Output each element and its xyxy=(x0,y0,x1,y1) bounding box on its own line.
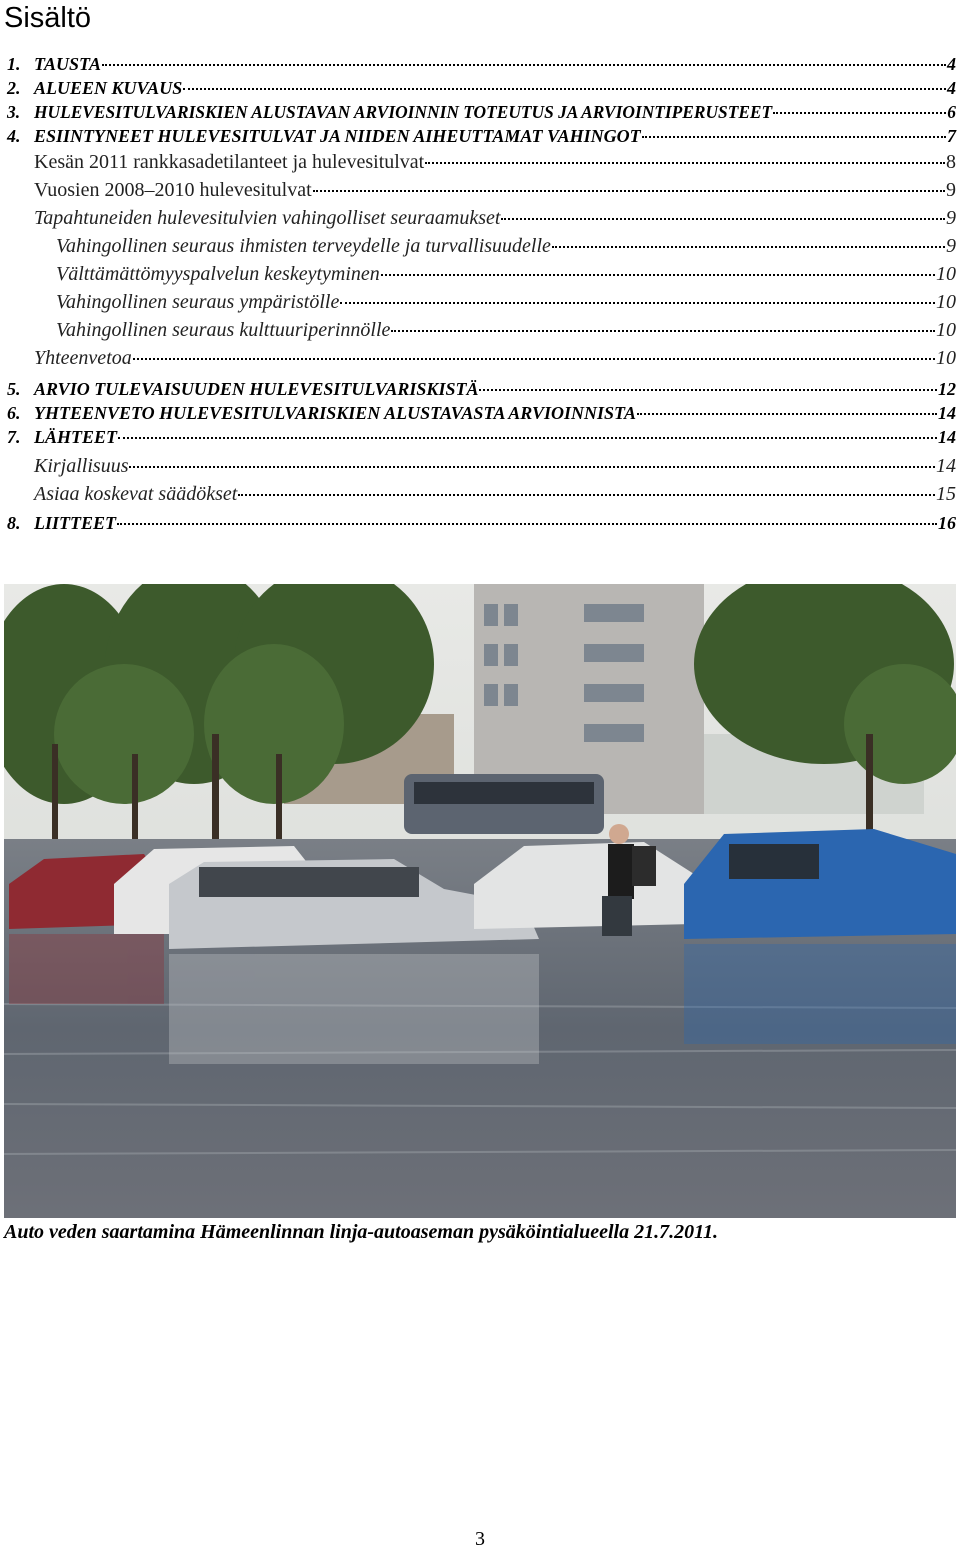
toc-leader-dots xyxy=(479,389,937,391)
toc-leader-dots xyxy=(238,494,935,496)
toc-entry-page: 10 xyxy=(936,319,956,341)
toc-entry-label: Tapahtuneiden hulevesitulvien vahingolliset seuraamukset xyxy=(34,207,501,229)
toc-entry-page: 6 xyxy=(947,102,956,122)
blue-hatchback xyxy=(684,829,956,939)
toc-entry-number: 7. xyxy=(7,427,21,447)
toc-entry-label: LIITTEET xyxy=(34,513,117,533)
toc-entry-page: 4 xyxy=(947,54,956,74)
toc-entry-yhteenvetoa[interactable] xyxy=(34,347,956,375)
toc-entry-number: 6. xyxy=(7,403,21,423)
toc-leader-dots xyxy=(773,112,946,114)
toc-entry-page: 8 xyxy=(946,151,956,173)
toc-entry-saadokset[interactable] xyxy=(34,483,956,511)
toc-entry-label: Yhteenvetoa xyxy=(34,347,132,369)
toc-entry-tausta[interactable] xyxy=(7,54,956,78)
toc-entry-number: 4. xyxy=(7,126,21,146)
toc-entry-kesan-2011[interactable] xyxy=(34,151,956,179)
toc-entry-page: 7 xyxy=(947,126,956,146)
toc-entry-label: YHTEENVETO HULEVESITULVARISKIEN ALUSTAVASTA ARVIOINNISTA xyxy=(34,403,637,423)
toc-entry-page: 10 xyxy=(936,347,956,369)
toc-entry-lahteet[interactable] xyxy=(7,427,956,451)
toc-leader-dots xyxy=(381,274,935,276)
toc-entry-page: 14 xyxy=(938,403,956,423)
toc-entry-label: Kirjallisuus xyxy=(34,455,129,477)
toc-entry-page: 14 xyxy=(938,427,956,447)
flooded-parking-photo xyxy=(4,584,956,1218)
toc-entry-label: ARVIO TULEVAISUUDEN HULEVESITULVARISKISTÄ xyxy=(34,379,479,399)
page-number: 3 xyxy=(475,1528,485,1550)
toc-entry-kirjallisuus[interactable] xyxy=(34,455,956,483)
toc-entry-vahingolliset-seuraamukset[interactable] xyxy=(34,207,956,235)
toc-entry-page: 10 xyxy=(936,263,956,285)
toc-entry-label: Vahingollinen seuraus ihmisten terveydelle ja turvallisuudelle xyxy=(56,235,551,257)
toc-entry-page: 12 xyxy=(938,379,956,399)
page-title: Sisältö xyxy=(4,2,92,34)
toc-leader-dots xyxy=(133,358,935,360)
toc-leader-dots xyxy=(102,64,946,66)
toc-entry-page: 4 xyxy=(947,78,956,98)
toc-leader-dots xyxy=(552,246,945,248)
toc-entry-ymparisto[interactable] xyxy=(56,291,956,319)
toc-leader-dots xyxy=(501,218,945,220)
toc-entry-label: Asiaa koskevat säädökset xyxy=(34,483,238,505)
toc-entry-label: Vahingollinen seuraus kulttuuriperinnölle xyxy=(56,319,391,341)
toc-entry-valttamattomyyspalvelu[interactable] xyxy=(56,263,956,291)
toc-entry-alueen-kuvaus[interactable] xyxy=(7,78,956,102)
toc-entry-page: 9 xyxy=(946,179,956,201)
toc-entry-page: 10 xyxy=(936,291,956,313)
toc-entry-page: 9 xyxy=(946,207,956,229)
toc-entry-number: 2. xyxy=(7,78,21,98)
toc-entry-label: Vahingollinen seuraus ympäristölle xyxy=(56,291,340,313)
toc-entry-page: 9 xyxy=(946,235,956,257)
toc-entry-arvio-tulevaisuuden[interactable] xyxy=(7,379,956,403)
toc-entry-vuosien-2008-2010[interactable] xyxy=(34,179,956,207)
toc-leader-dots xyxy=(118,437,937,439)
toc-entry-number: 3. xyxy=(7,102,21,122)
toc-entry-label: ESIINTYNEET HULEVESITULVAT JA NIIDEN AIHEUTTAMAT VAHINGOT xyxy=(34,126,641,146)
toc-leader-dots xyxy=(425,162,945,164)
toc-leader-dots xyxy=(129,466,935,468)
toc-entry-yhteenveto[interactable] xyxy=(7,403,956,427)
toc-entry-label: ALUEEN KUVAUS xyxy=(34,78,183,98)
toc-entry-kulttuuriperinto[interactable] xyxy=(56,319,956,347)
toc-leader-dots xyxy=(183,88,946,90)
toc-entry-page: 14 xyxy=(936,455,956,477)
toc-leader-dots xyxy=(117,523,937,525)
toc-entry-label: TAUSTA xyxy=(34,54,102,74)
toc-entry-terveys-turvallisuus[interactable] xyxy=(56,235,956,263)
toc-leader-dots xyxy=(391,330,935,332)
toc-leader-dots xyxy=(340,302,935,304)
toc-entry-arvioinnin-toteutus[interactable] xyxy=(7,102,956,126)
toc-entry-label: HULEVESITULVARISKIEN ALUSTAVAN ARVIOINNIN TOTEUTUS JA ARVIOINTIPERUSTEET xyxy=(34,102,773,122)
figure-caption: Auto veden saartamina Hämeenlinnan linja-autoaseman pysäköintialueella 21.7.2011. xyxy=(4,1221,718,1243)
toc-entry-label: Välttämättömyyspalvelun keskeytyminen xyxy=(56,263,380,285)
toc-entry-label: Kesän 2011 rankkasadetilanteet ja hulevesitulvat xyxy=(34,151,425,173)
toc-entry-page: 15 xyxy=(936,483,956,505)
toc-entry-label: Vuosien 2008–2010 hulevesitulvat xyxy=(34,179,312,201)
toc-entry-number: 5. xyxy=(7,379,21,399)
toc-entry-label: LÄHTEET xyxy=(34,427,118,447)
toc-entry-esiintyneet-hulevesitulvat[interactable] xyxy=(7,126,956,150)
toc-entry-page: 16 xyxy=(938,513,956,533)
toc-leader-dots xyxy=(642,136,946,138)
toc-leader-dots xyxy=(313,190,945,192)
toc-entry-number: 8. xyxy=(7,513,21,533)
toc-entry-number: 1. xyxy=(7,54,21,74)
toc-entry-liitteet[interactable] xyxy=(7,513,956,537)
toc-leader-dots xyxy=(637,413,937,415)
